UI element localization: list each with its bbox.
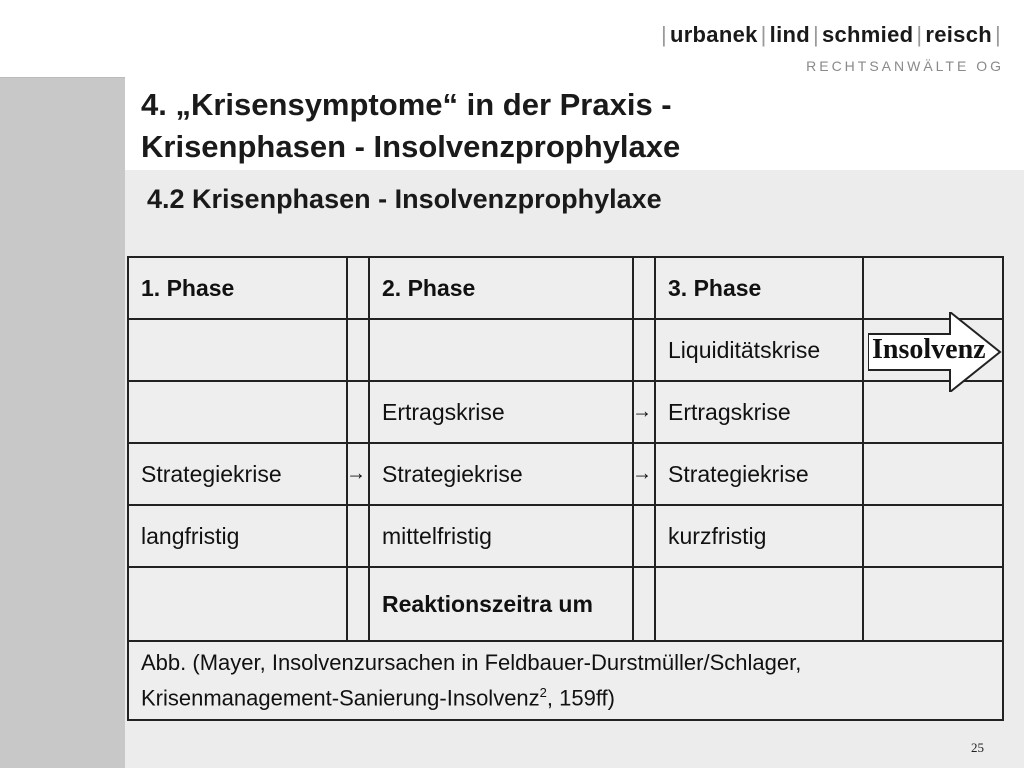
table-row (128, 381, 1003, 443)
gap-cell (633, 567, 655, 641)
gap-cell (633, 505, 655, 567)
slide-title-line1: 4. „Krisensymptome“ in der Praxis - (141, 87, 672, 122)
table-row (128, 443, 1003, 505)
table-cell (369, 319, 633, 381)
table-cell (128, 381, 347, 443)
logo-name-reisch: reisch (925, 22, 992, 47)
table-header-row (128, 257, 1003, 319)
table-caption (128, 641, 1003, 720)
table-cell-reaktionszeitraum: Reaktionszeitra um (369, 567, 633, 641)
slide-subtitle: 4.2 Krisenphasen - Insolvenzprophylaxe (147, 184, 662, 214)
table-row (128, 505, 1003, 567)
table-row (128, 567, 1003, 641)
right-arrow-icon: → (346, 462, 366, 485)
table-cell (863, 505, 1003, 567)
table-cell (863, 443, 1003, 505)
table-cell-strategiekrise: Strategiekrise (655, 443, 863, 505)
gap-cell (347, 505, 369, 567)
header-phase-3: 3. Phase (655, 257, 863, 319)
gap-cell (633, 381, 655, 443)
table-cell-strategiekrise: Strategiekrise (369, 443, 633, 505)
table-cell-ertragskrise: Ertragskrise (369, 381, 633, 443)
table-cell-ertragskrise: Ertragskrise (655, 381, 863, 443)
slide-title-line2: Krisenphasen - Insolvenzprophylaxe (141, 129, 681, 164)
logo-names: | urbanek | lind | schmied | reisch | (660, 22, 1001, 47)
gap-cell (347, 567, 369, 641)
table-cell (128, 319, 347, 381)
page-number: 25 (971, 740, 984, 755)
table-cell-kurzfristig: kurzfristig (655, 505, 863, 567)
header-phase-2: 2. Phase (369, 257, 633, 319)
gap-cell (633, 257, 655, 319)
table-row (128, 319, 1003, 381)
top-rule (0, 77, 125, 78)
insolvenz-arrow (868, 312, 1002, 392)
slide-title (141, 84, 680, 168)
right-arrow-icon: → (632, 462, 652, 485)
header-phase-1: 1. Phase (128, 257, 347, 319)
gap-cell (347, 381, 369, 443)
insolvenz-label: Insolvenz (872, 334, 986, 365)
logo-name-urbanek: urbanek (669, 22, 758, 47)
crisis-phases-table (127, 256, 1004, 721)
table-cell-langfristig: langfristig (128, 505, 347, 567)
caption-row (128, 641, 1003, 720)
gap-cell (347, 319, 369, 381)
table-cell (863, 567, 1003, 641)
table-cell-mittelfristig: mittelfristig (369, 505, 633, 567)
insolvenz-cell (863, 319, 1003, 381)
gap-cell (347, 443, 369, 505)
logo-name-lind: lind (769, 22, 810, 47)
caption-line1: Abb. (Mayer, Insolvenzursachen in Feldbauer-Durstmüller/Schlager, (141, 650, 802, 675)
table-cell (655, 567, 863, 641)
caption-line2: Krisenmanagement-Sanierung-Insolvenz$^2$, 159ff) (141, 685, 615, 711)
left-sidebar-band (0, 78, 125, 768)
logo-name-schmied: schmied (821, 22, 914, 47)
gap-cell (633, 443, 655, 505)
table-cell-strategiekrise: Strategiekrise (128, 443, 347, 505)
right-arrow-icon: → (632, 400, 652, 423)
gap-cell (633, 319, 655, 381)
gap-cell (347, 257, 369, 319)
table-cell (128, 567, 347, 641)
table-cell-liquiditaetskrise: Liquiditätskrise (655, 319, 863, 381)
insolvenz-column (863, 257, 1003, 319)
table-cell (863, 381, 1003, 443)
logo-subtitle: RECHTSANWÄLTE OG (806, 58, 1004, 74)
firm-logo (658, 22, 1004, 74)
